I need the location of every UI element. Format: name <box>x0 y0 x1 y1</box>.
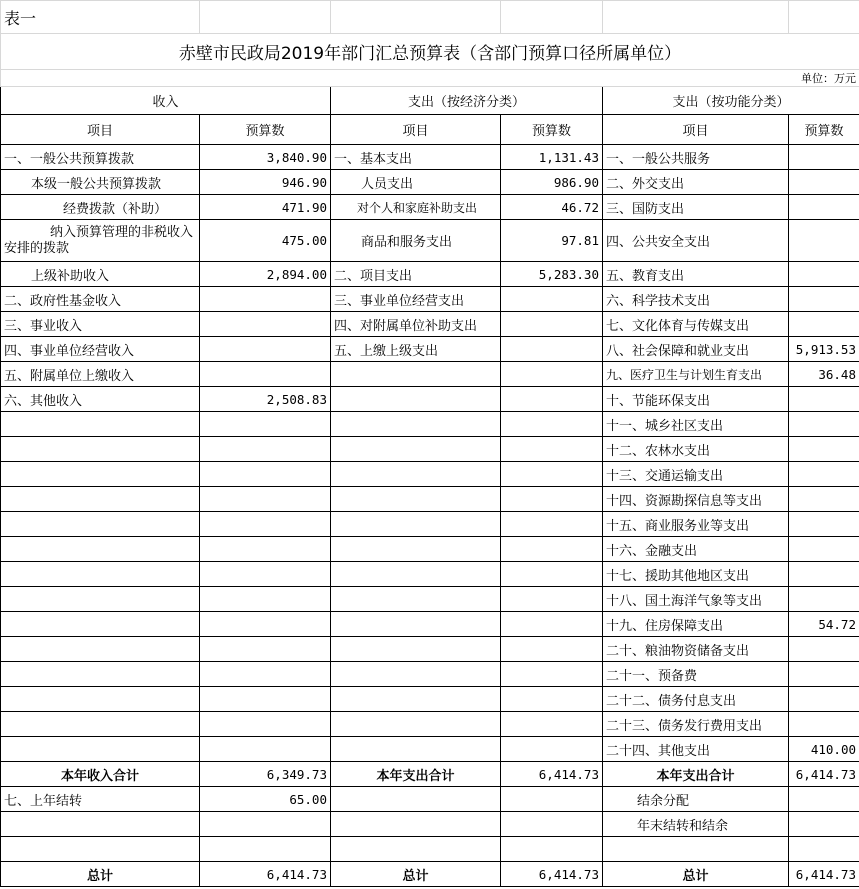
table-row <box>1 562 859 587</box>
econ-item-label: 商品和服务支出 <box>331 220 501 262</box>
func-item-value: 410.00 <box>789 737 859 762</box>
func-item-header: 项目 <box>603 115 789 145</box>
empty-cell <box>501 612 603 637</box>
unit-label: 单位：万元 <box>1 70 859 87</box>
empty-cell <box>200 837 331 862</box>
empty-cell <box>200 687 331 712</box>
econ-item-value: 986.90 <box>501 170 603 195</box>
table-row <box>1 762 859 787</box>
income-total-label: 总计 <box>1 862 200 887</box>
econ-item-label: 五、上缴上级支出 <box>331 337 501 362</box>
empty-cell <box>1 587 200 612</box>
econ-total-label: 总计 <box>331 862 501 887</box>
empty-cell <box>1 712 200 737</box>
table-row <box>1 170 859 195</box>
empty-cell <box>331 512 501 537</box>
func-total-label: 总计 <box>603 862 789 887</box>
func-item-value <box>789 637 859 662</box>
income-item-value: 471.90 <box>200 195 331 220</box>
func-item-value <box>789 487 859 512</box>
empty-cell <box>331 637 501 662</box>
empty-cell <box>789 812 859 837</box>
empty-cell <box>200 512 331 537</box>
func-item-value <box>789 587 859 612</box>
empty-cell <box>501 662 603 687</box>
table-row <box>1 262 859 287</box>
func-item-label: 二十三、债务发行费用支出 <box>603 712 789 737</box>
empty-cell <box>1 437 200 462</box>
empty-cell <box>200 637 331 662</box>
func-item-label: 二十二、债务付息支出 <box>603 687 789 712</box>
income-item-header: 项目 <box>1 115 200 145</box>
empty-cell <box>200 412 331 437</box>
econ-item-value <box>501 312 603 337</box>
func-item-value <box>789 662 859 687</box>
func-item-label: 二、外交支出 <box>603 170 789 195</box>
empty-cell <box>200 462 331 487</box>
empty-cell <box>200 812 331 837</box>
func-item-label: 十四、资源勘探信息等支出 <box>603 487 789 512</box>
year-end-carryover-label: 年末结转和结余 <box>603 812 789 837</box>
empty-cell <box>501 562 603 587</box>
func-item-value <box>789 562 859 587</box>
econ-item-value: 5,283.30 <box>501 262 603 287</box>
empty-cell <box>1 412 200 437</box>
empty-cell <box>501 412 603 437</box>
empty-cell <box>501 712 603 737</box>
empty-cell <box>200 537 331 562</box>
func-item-value <box>789 462 859 487</box>
empty-cell <box>331 787 501 812</box>
table-row <box>1 737 859 762</box>
empty-cell <box>1 812 200 837</box>
func-item-value <box>789 145 859 170</box>
empty-cell <box>1 537 200 562</box>
income-item-value: 475.00 <box>200 220 331 262</box>
func-item-label: 二十四、其他支出 <box>603 737 789 762</box>
empty-cell <box>331 437 501 462</box>
surplus-allocation-label: 结余分配 <box>603 787 789 812</box>
empty-cell <box>1 462 200 487</box>
income-item-label: 四、事业单位经营收入 <box>1 337 200 362</box>
empty-cell <box>331 812 501 837</box>
econ-item-value: 97.81 <box>501 220 603 262</box>
table-row <box>1 687 859 712</box>
func-item-label: 十一、城乡社区支出 <box>603 412 789 437</box>
empty-cell <box>200 662 331 687</box>
empty-cell <box>200 437 331 462</box>
empty-cell <box>331 462 501 487</box>
empty-cell <box>1 562 200 587</box>
empty-cell <box>331 537 501 562</box>
econ-item-value <box>501 337 603 362</box>
table-row <box>1 195 859 220</box>
table-row <box>1 587 859 612</box>
func-amount-header: 预算数 <box>789 115 859 145</box>
func-item-value <box>789 287 859 312</box>
table-row <box>1 662 859 687</box>
func-item-label: 三、国防支出 <box>603 195 789 220</box>
func-item-label: 十九、住房保障支出 <box>603 612 789 637</box>
empty-cell <box>789 837 859 862</box>
func-subtotal-label: 本年支出合计 <box>603 762 789 787</box>
func-item-value <box>789 387 859 412</box>
income-item-label: 纳入预算管理的非税收入安排的拨款 <box>1 220 200 262</box>
income-total-value: 6,414.73 <box>200 862 331 887</box>
table-row <box>1 837 859 862</box>
empty-cell <box>1 837 200 862</box>
income-item-label: 本级一般公共预算拨款 <box>1 170 200 195</box>
func-item-label: 十七、援助其他地区支出 <box>603 562 789 587</box>
func-item-value <box>789 195 859 220</box>
table-row <box>1 312 859 337</box>
econ-item-label: 三、事业单位经营支出 <box>331 287 501 312</box>
func-item-label: 十六、金融支出 <box>603 537 789 562</box>
table-row <box>1 812 859 837</box>
empty-cell <box>501 687 603 712</box>
func-item-label: 十二、农林水支出 <box>603 437 789 462</box>
func-item-label: 四、公共安全支出 <box>603 220 789 262</box>
empty-cell <box>501 462 603 487</box>
income-item-value: 2,894.00 <box>200 262 331 287</box>
empty-cell <box>501 637 603 662</box>
func-item-value <box>789 537 859 562</box>
empty-cell <box>1 612 200 637</box>
sheet-label: 表一 <box>1 1 200 34</box>
func-section-header: 支出（按功能分类） <box>603 87 859 115</box>
table-row <box>1 637 859 662</box>
empty-cell <box>331 712 501 737</box>
table-row <box>1 337 859 362</box>
empty-cell <box>331 487 501 512</box>
econ-item-label: 对个人和家庭补助支出 <box>331 195 501 220</box>
empty-cell <box>331 837 501 862</box>
func-item-label: 五、教育支出 <box>603 262 789 287</box>
table-row <box>1 537 859 562</box>
empty-cell <box>331 387 501 412</box>
table-row <box>1 362 859 387</box>
income-item-label: 经费拨款（补助） <box>1 195 200 220</box>
table-row <box>1 412 859 437</box>
econ-total-value: 6,414.73 <box>501 862 603 887</box>
func-item-label: 二十一、预备费 <box>603 662 789 687</box>
empty-cell <box>501 487 603 512</box>
empty-cell <box>1 487 200 512</box>
empty-cell <box>1 662 200 687</box>
empty-cell <box>501 512 603 537</box>
table-row <box>1 220 859 262</box>
table-row <box>1 712 859 737</box>
econ-amount-header: 预算数 <box>501 115 603 145</box>
empty-cell <box>331 562 501 587</box>
empty-cell <box>501 837 603 862</box>
prev-carryover-value: 65.00 <box>200 787 331 812</box>
empty-cell <box>200 712 331 737</box>
econ-item-header: 项目 <box>331 115 501 145</box>
empty-cell <box>200 562 331 587</box>
func-item-label: 六、科学技术支出 <box>603 287 789 312</box>
empty-cell <box>501 362 603 387</box>
func-item-value <box>789 312 859 337</box>
table-row <box>1 512 859 537</box>
func-item-label: 九、医疗卫生与计划生育支出 <box>603 362 789 387</box>
empty-cell <box>1 687 200 712</box>
func-item-value <box>789 170 859 195</box>
func-item-label: 一、一般公共服务 <box>603 145 789 170</box>
econ-item-value <box>501 287 603 312</box>
income-item-label: 上级补助收入 <box>1 262 200 287</box>
func-item-label: 十三、交通运输支出 <box>603 462 789 487</box>
econ-item-label: 四、对附属单位补助支出 <box>331 312 501 337</box>
func-item-value <box>789 262 859 287</box>
income-item-label: 一、一般公共预算拨款 <box>1 145 200 170</box>
empty-cell <box>331 687 501 712</box>
func-item-label: 十八、国土海洋气象等支出 <box>603 587 789 612</box>
func-item-label: 十五、商业服务业等支出 <box>603 512 789 537</box>
income-item-value <box>200 337 331 362</box>
func-item-value: 54.72 <box>789 612 859 637</box>
income-item-value: 946.90 <box>200 170 331 195</box>
func-item-value <box>789 220 859 262</box>
empty-cell <box>331 612 501 637</box>
prev-carryover-label: 七、上年结转 <box>1 787 200 812</box>
func-item-value <box>789 512 859 537</box>
func-item-value <box>789 687 859 712</box>
func-item-label: 七、文化体育与传媒支出 <box>603 312 789 337</box>
empty-cell <box>331 662 501 687</box>
income-item-label: 五、附属单位上缴收入 <box>1 362 200 387</box>
empty-cell <box>200 737 331 762</box>
econ-section-header: 支出（按经济分类） <box>331 87 603 115</box>
empty-cell <box>603 837 789 862</box>
empty-cell <box>331 587 501 612</box>
empty-cell <box>789 787 859 812</box>
econ-item-label: 人员支出 <box>331 170 501 195</box>
econ-item-value: 1,131.43 <box>501 145 603 170</box>
empty-cell <box>501 787 603 812</box>
empty-cell <box>501 537 603 562</box>
func-item-label: 八、社会保障和就业支出 <box>603 337 789 362</box>
table-row <box>1 387 859 412</box>
table-row <box>1 145 859 170</box>
empty-cell <box>501 587 603 612</box>
empty-cell <box>331 362 501 387</box>
income-item-label: 三、事业收入 <box>1 312 200 337</box>
table-row <box>1 437 859 462</box>
func-item-value: 5,913.53 <box>789 337 859 362</box>
table-row <box>1 612 859 637</box>
empty-cell <box>501 812 603 837</box>
income-item-label: 六、其他收入 <box>1 387 200 412</box>
func-item-value <box>789 712 859 737</box>
income-amount-header: 预算数 <box>200 115 331 145</box>
empty-cell <box>200 587 331 612</box>
page-title: 赤壁市民政局2019年部门汇总预算表（含部门预算口径所属单位） <box>1 34 859 70</box>
empty-cell <box>331 737 501 762</box>
table-row <box>1 862 859 887</box>
econ-item-label: 一、基本支出 <box>331 145 501 170</box>
income-item-value <box>200 362 331 387</box>
empty-cell <box>501 387 603 412</box>
income-subtotal-value: 6,349.73 <box>200 762 331 787</box>
income-item-value <box>200 312 331 337</box>
func-item-label: 二十、粮油物资储备支出 <box>603 637 789 662</box>
table-row <box>1 787 859 812</box>
empty-cell <box>1 737 200 762</box>
func-item-value <box>789 412 859 437</box>
table-row <box>1 462 859 487</box>
econ-subtotal-label: 本年支出合计 <box>331 762 501 787</box>
func-subtotal-value: 6,414.73 <box>789 762 859 787</box>
empty-cell <box>1 512 200 537</box>
table-row <box>1 287 859 312</box>
empty-cell <box>1 637 200 662</box>
func-item-value <box>789 437 859 462</box>
func-item-label: 十、节能环保支出 <box>603 387 789 412</box>
econ-item-label: 二、项目支出 <box>331 262 501 287</box>
income-item-label: 二、政府性基金收入 <box>1 287 200 312</box>
empty-cell <box>331 412 501 437</box>
income-section-header: 收入 <box>1 87 331 115</box>
func-total-value: 6,414.73 <box>789 862 859 887</box>
empty-cell <box>501 737 603 762</box>
empty-cell <box>501 437 603 462</box>
income-subtotal-label: 本年收入合计 <box>1 762 200 787</box>
income-item-value: 3,840.90 <box>200 145 331 170</box>
econ-subtotal-value: 6,414.73 <box>501 762 603 787</box>
empty-cell <box>200 487 331 512</box>
econ-item-value: 46.72 <box>501 195 603 220</box>
empty-cell <box>200 612 331 637</box>
income-item-value: 2,508.83 <box>200 387 331 412</box>
table-row <box>1 487 859 512</box>
income-item-value <box>200 287 331 312</box>
func-item-value: 36.48 <box>789 362 859 387</box>
